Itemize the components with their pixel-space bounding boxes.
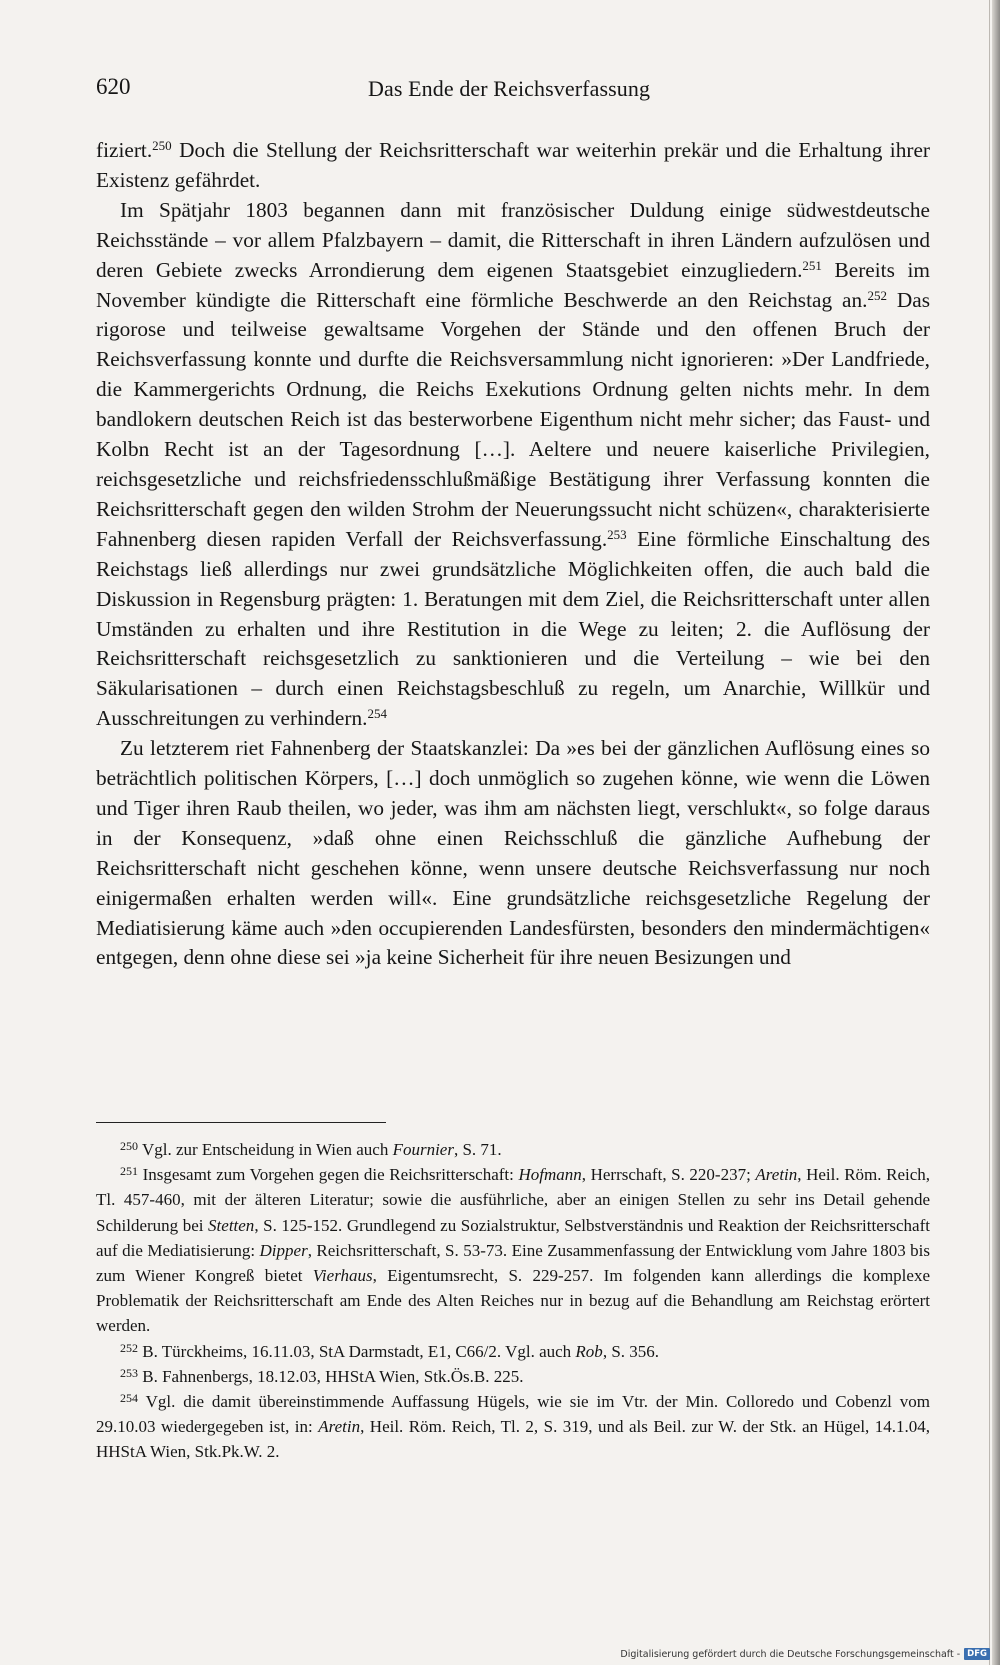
- footnotes: [96, 1137, 930, 1465]
- page-header: [96, 74, 930, 114]
- footnote-ref-254[interactable]: 254: [367, 706, 387, 722]
- page-number: 620: [96, 74, 131, 99]
- footnote-ref-253[interactable]: 253: [607, 526, 627, 542]
- dfg-logo-icon: DFG: [964, 1648, 990, 1660]
- main-text: [96, 136, 930, 973]
- footer-credit: Digitalisierung gefördert durch die Deutsche Forschungsgemeinschaft -: [620, 1648, 961, 1660]
- paragraph-1: fiziert.$^{250}$ Doch die Stellung der Reichsritterschaft war weiterhin prekär und die Erhaltung ihrer Existenz gefährdet.: [96, 138, 930, 192]
- paragraph-3: Zu letzterem riet Fahnenberg der Staatskanzlei: Da »es bei der gänzlichen Auflösung eines so beträchtlich politischen Körpers, […] doch unmöglich so zugehen könne, wie wenn die Löwen und Tiger ihren Raub theilen, wo jeder, was ihm am nächsten liegt, verschlukt«, so folge daraus in der Konsequenz, »daß ohne einen Reichsschluß die gänzliche Aufhebung der Reichsritterschaft nicht geschehen könne, wenn unsere deutsche Reichsverfassung nur noch einigermaßen erhalten werden will«. Eine grundsätzliche reichsgesetzliche Regelung der Mediatisierung käme auch »den occupierenden Landesfürsten, besonders den mindermächtigen« entgegen, denn ohne diese sei »ja keine Sicherheit für ihre neuen Besizungen und: [96, 736, 930, 970]
- footnote-250: $^{250}$ Vgl. zur Entscheidung in Wien auch Fournier, S. 71.: [120, 1139, 502, 1159]
- page-edge-shadow: [992, 0, 1000, 1665]
- running-head: Das Ende der Reichsverfassung: [368, 76, 651, 101]
- footnote-ref-250[interactable]: 250: [152, 138, 172, 153]
- digitization-footer: [620, 1647, 990, 1661]
- footnote-254: $^{254}$ Vgl. die damit übereinstimmende Auffassung Hügels, wie sie im Vtr. der Min. Colloredo und Cobenzl vom 29.10.03 wiedergegeben ist, in: Aretin, Heil. Röm. Reich, Tl. 2, S. 319, und als Beil. zur W. der Stk. an Hügel, 14.1.04, HHStA Wien, Stk.Pk.W. 2.: [96, 1391, 931, 1462]
- footnote-ref-252[interactable]: 252: [867, 287, 887, 303]
- footnote-253: $^{253}$ B. Fahnenbergs, 18.12.03, HHStA Wien, Stk.Ös.B. 225.: [120, 1365, 524, 1386]
- footnote-separator: [96, 1122, 386, 1123]
- footnote-251: $^{251}$ Insgesamt zum Vorgehen gegen die Reichsritterschaft: Hofmann, Herrschaft, S. 220-237; Aretin, Heil. Röm. Reich, Tl. 457-460, mit der älteren Literatur; sowie die ausführliche, aber an einigen Stellen zu sehr ins Detail gehende Schilderung bei Stetten, S. 125-152. Grundlegend zu Sozialstruktur, Selbstverständnis und Reaktion der Reichsritterschaft auf die Mediatisierung: Dipper, Reichsritterschaft, S. 53-73. Eine Zusammenfassung der Entwicklung vom Jahre 1803 bis zum Wiener Kongreß bietet Vierhaus, Eigentumsrecht, S. 229-257. Im folgenden kann allerdings die komplexe Problematik der Reichsritterschaft am Ende des Alten Reiches nur in bezug auf die Behandlung am Reichstag erörtert werden.: [96, 1164, 931, 1336]
- paragraph-2: Im Spätjahr 1803 begannen dann mit französischer Duldung einige südwestdeutsche Reichsstände – vor allem Pfalzbayern – damit, die Ritterschaft in ihren Ländern aufzulösen und deren Gebiete zwecks Arrondierung dem eigenen Staatsgebiet einzugliedern.$^{251}$ Bereits im November kündigte die Ritterschaft eine förmliche Beschwerde an den Reichstag an.$^{252}$ Das rigorose und teilweise gewaltsame Vorgehen der Stände und den offenen Bruch der Reichsverfassung konnte und durfte die Reichsversammlung nicht ignorieren: »Der Landfriede, die Kammergerichts Ordnung, die Reichs Exekutions Ordnung gelten nichts mehr. In dem bandlokern deutschen Reich ist das besterworbene Eigenthum nicht mehr sicher; das Faust- und Kolbn Recht ist an der Tagesordnung […]. Aeltere und neuere kaiserliche Privilegien, reichsgesetzliche und reichsfriedensschlußmäßige Bestätigung ihrer Verfassung konnten die Reichsritterschaft gegen den wilden Strohm der Neuerungssucht nicht schüzen«, charakterisierte Fahnenberg diesen rapiden Verfall der Reichsverfassung.$^{253}$ Eine förmliche Einschaltung des Reichstags ließ allerdings nur zwei grundsätzliche Möglichkeiten offen, die auch bald die Diskussion in Regensburg prägten: 1. Beratungen mit dem Ziel, die Reichsritterschaft unter allen Umständen zu erhalten und ihre Restitution in die Wege zu leiten; 2. die Auflösung der Reichsritterschaft reichsgesetzlich zu sanktionieren und die Verteilung – wie bei den Säkularisationen – durch einen Reichstagsbeschluß zu regeln, um Anarchie, Willkür und Ausschreitungen zu verhindern.$^{254}$: [96, 197, 930, 731]
- footnote-252: $^{252}$ B. Türckheims, 16.11.03, StA Darmstadt, E1, C66/2. Vgl. auch Rob, S. 356.: [120, 1340, 660, 1361]
- footnote-ref-251[interactable]: 251: [802, 257, 822, 273]
